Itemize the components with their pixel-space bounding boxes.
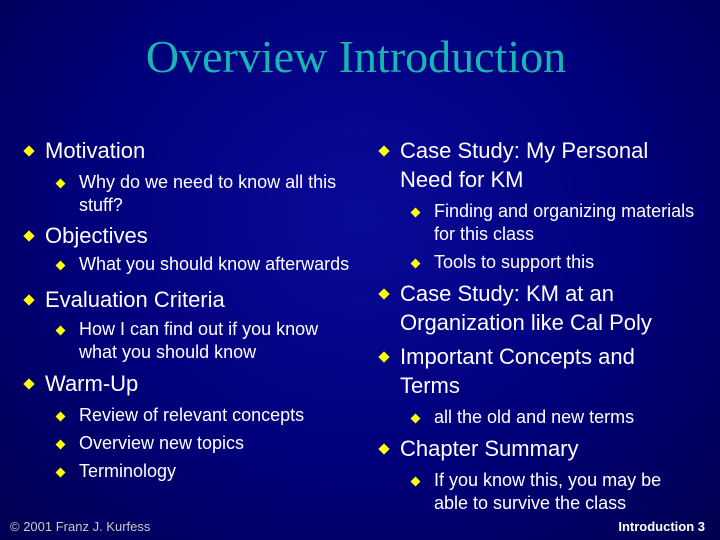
sub-bullet-text: What you should know afterwards <box>79 254 350 274</box>
bullet-chapter-summary <box>375 434 695 463</box>
sub-bullet-warm-up-1 <box>20 404 360 427</box>
diamond-bullet-icon <box>56 468 66 478</box>
diamond-bullet-icon <box>23 378 34 389</box>
sub-bullet-text: Tools to support this <box>434 252 595 272</box>
bullet-text: Important Concepts and Terms <box>400 344 635 398</box>
diamond-bullet-icon <box>411 477 421 487</box>
bullet-evaluation-criteria <box>20 285 360 314</box>
bullet-case-study-organization <box>375 279 695 337</box>
sub-bullet-text: How I can find out if you know what you should know <box>79 319 319 362</box>
sub-bullet-chapter-summary <box>375 469 695 515</box>
bullet-case-study-personal <box>375 136 695 194</box>
diamond-bullet-icon <box>378 443 389 454</box>
diamond-bullet-icon <box>56 412 66 422</box>
bullet-text: Objectives <box>45 223 148 248</box>
diamond-bullet-icon <box>411 259 421 269</box>
footer-copyright: © 2001 Franz J. Kurfess <box>10 519 151 534</box>
sub-bullet-text: Review of relevant concepts <box>79 405 305 425</box>
sub-bullet-text: Overview new topics <box>79 433 245 453</box>
footer-page-number: Introduction 3 <box>618 519 705 534</box>
diamond-bullet-icon <box>23 230 34 241</box>
sub-bullet-text: Why do we need to know all this stuff? <box>79 172 337 215</box>
slide-title: Overview Introduction <box>145 31 567 82</box>
diamond-bullet-icon <box>56 179 66 189</box>
diamond-bullet-icon <box>23 294 34 305</box>
sub-bullet-text: all the old and new terms <box>434 407 635 427</box>
bullet-text: Case Study: My Personal Need for KM <box>400 138 649 192</box>
bullet-text: Motivation <box>45 138 146 163</box>
sub-bullet-case-study-personal-2 <box>375 251 695 274</box>
bullet-important-concepts <box>375 342 695 400</box>
bullet-objectives <box>20 221 360 250</box>
sub-bullet-warm-up-2 <box>20 432 360 455</box>
diamond-bullet-icon <box>411 208 421 218</box>
diamond-bullet-icon <box>23 145 34 156</box>
sub-bullet-evaluation-criteria <box>20 318 360 364</box>
bullet-motivation <box>20 136 360 165</box>
bullet-text: Evaluation Criteria <box>45 287 225 312</box>
bullet-text: Case Study: KM at an Organization like Cal Poly <box>400 281 652 335</box>
sub-bullet-warm-up-3 <box>20 460 360 483</box>
sub-bullet-text: Terminology <box>79 461 177 481</box>
sub-bullet-objectives <box>20 253 360 276</box>
sub-bullet-text: If you know this, you may be able to survive the class <box>434 470 662 513</box>
diamond-bullet-icon <box>411 414 421 424</box>
diamond-bullet-icon <box>56 440 66 450</box>
sub-bullet-motivation <box>20 171 360 217</box>
left-column <box>20 136 360 483</box>
diamond-bullet-icon <box>378 351 389 362</box>
bullet-text: Chapter Summary <box>400 436 579 461</box>
right-column <box>375 136 695 515</box>
diamond-bullet-icon <box>378 145 389 156</box>
diamond-bullet-icon <box>56 326 66 336</box>
sub-bullet-case-study-personal-1 <box>375 200 695 246</box>
bullet-text: Warm-Up <box>45 371 139 396</box>
diamond-bullet-icon <box>378 288 389 299</box>
bullet-warm-up <box>20 369 360 398</box>
sub-bullet-text: Finding and organizing materials for this class <box>434 201 695 244</box>
diamond-bullet-icon <box>56 261 66 271</box>
sub-bullet-important-concepts <box>375 406 695 429</box>
